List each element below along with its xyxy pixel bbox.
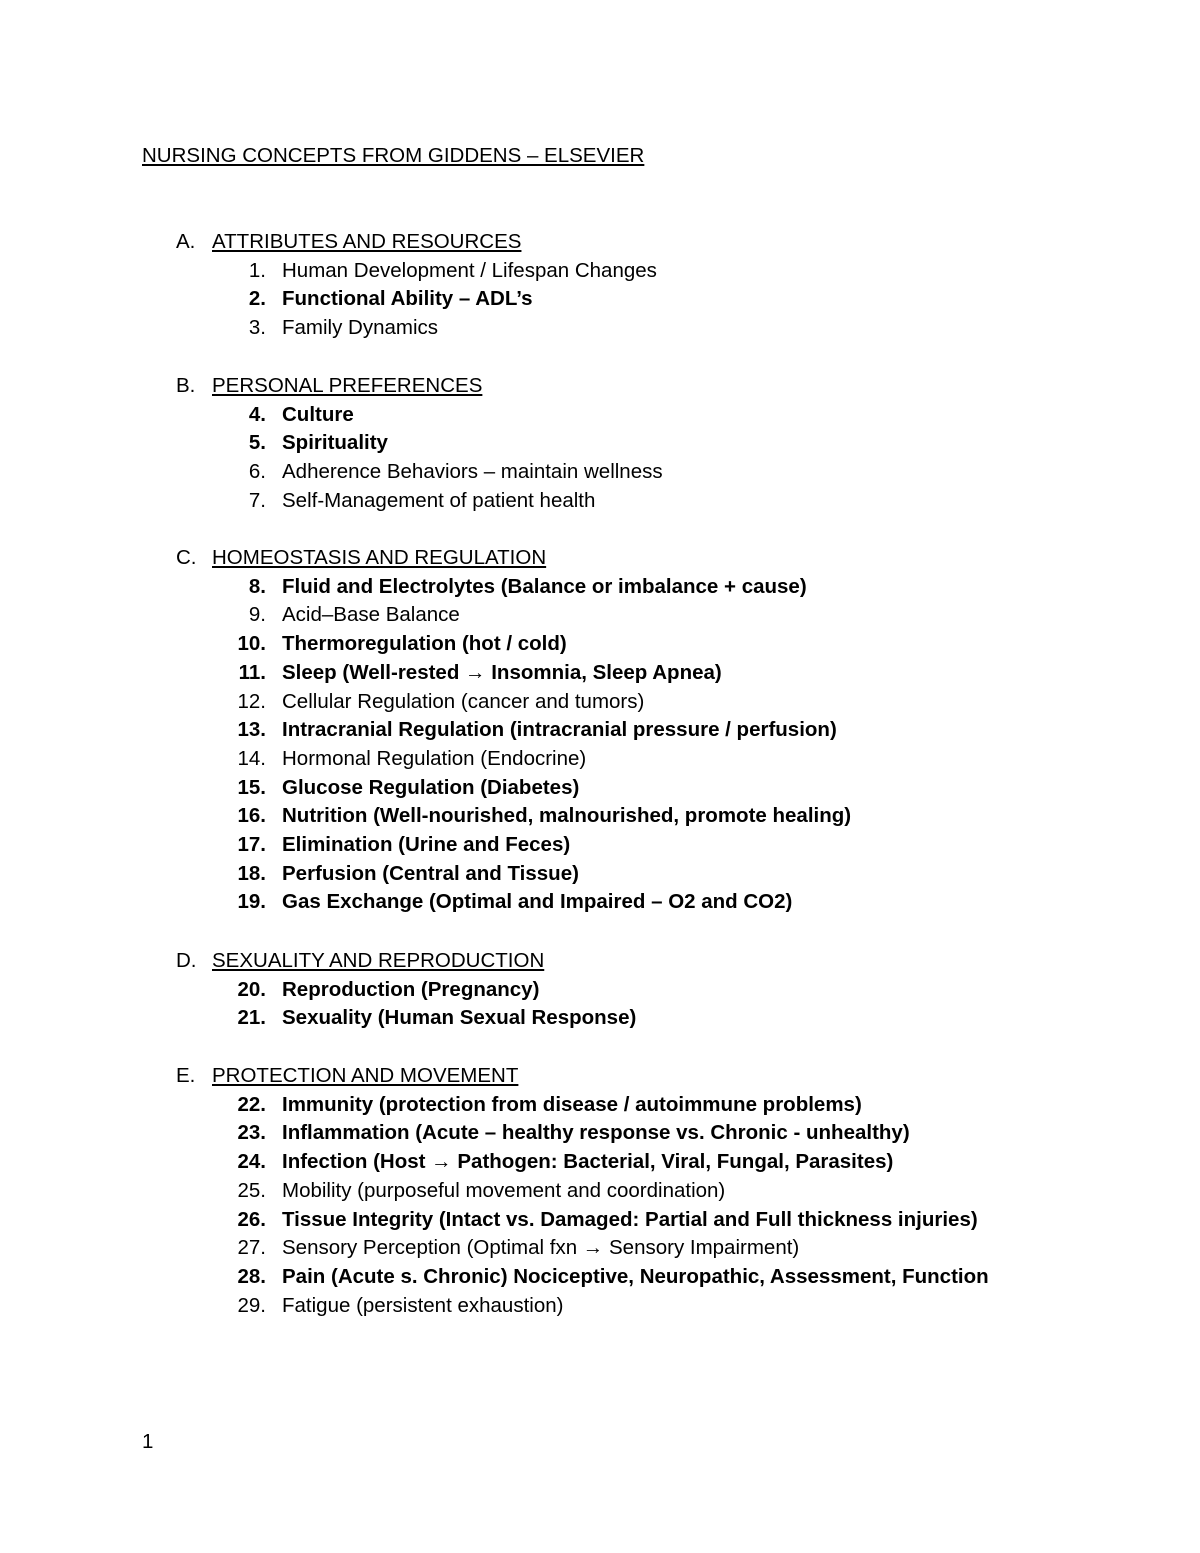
list-item-text: Sexuality (Human Sexual Response)	[282, 1006, 637, 1030]
list-item-number: 2.	[248, 287, 266, 311]
list-item-text: Tissue Integrity (Intact vs. Damaged: Partial and Full thickness injuries)	[282, 1207, 978, 1231]
list-item-number: 5.	[248, 431, 266, 455]
list-item-text: Pain (Acute s. Chronic) Nociceptive, Neuropathic, Assessment, Function	[282, 1264, 989, 1288]
list-item-text: Thermoregulation (hot / cold)	[282, 632, 567, 656]
list-item-number: 10.	[237, 632, 266, 656]
list-item-number: 20.	[237, 977, 266, 1001]
list-item-number: 18.	[237, 861, 266, 885]
list-item-text: Acid–Base Balance	[282, 603, 460, 627]
section-heading: PROTECTION AND MOVEMENT	[212, 1064, 519, 1087]
list-item-number: 13.	[237, 718, 266, 742]
list-item-text: Family Dynamics	[282, 316, 439, 340]
list-item-text: Immunity (protection from disease / autoimmune problems)	[282, 1092, 862, 1116]
list-item-text: Spirituality	[282, 431, 388, 455]
list-item-text: Culture	[282, 402, 354, 426]
list-item-number: 16.	[237, 804, 266, 828]
page-number: 1	[142, 1430, 154, 1453]
list-item-text: Cellular Regulation (cancer and tumors)	[282, 689, 645, 713]
list-item-number: 17.	[237, 833, 266, 856]
list-item-number: 9.	[248, 603, 266, 627]
list-item-number: 22.	[237, 1092, 266, 1116]
list-item-text: Fatigue (persistent exhaustion)	[282, 1293, 564, 1317]
list-item-number: 4.	[248, 402, 266, 426]
list-item-number: 7.	[248, 488, 266, 512]
list-item-number: 8.	[248, 574, 266, 598]
list-item-text: Glucose Regulation (Diabetes)	[282, 775, 580, 799]
list-item-number: 24.	[237, 1150, 266, 1174]
list-item-number: 21.	[237, 1006, 266, 1030]
list-item-text: Sleep (Well-rested → Insomnia, Sleep Apnea)	[282, 660, 722, 684]
list-item-text: Self-Management of patient health	[282, 488, 596, 512]
list-item-text: Adherence Behaviors – maintain wellness	[282, 460, 663, 484]
list-item-text: Reproduction (Pregnancy)	[282, 977, 540, 1001]
section-heading: ATTRIBUTES AND RESOURCES	[212, 230, 522, 253]
list-item-text: Elimination (Urine and Feces)	[282, 833, 571, 856]
list-item-number: 19.	[237, 890, 266, 914]
list-item-text: Infection (Host → Pathogen: Bacterial, Viral, Fungal, Parasites)	[282, 1150, 894, 1174]
list-item-number: 14.	[237, 746, 266, 770]
section-letter: D.	[176, 949, 197, 972]
list-item-number: 25.	[237, 1178, 266, 1202]
section-heading: PERSONAL PREFERENCES	[212, 374, 483, 397]
list-item-number: 3.	[248, 316, 266, 340]
list-item-text: Human Development / Lifespan Changes	[282, 258, 657, 282]
list-item-number: 11.	[238, 660, 266, 684]
list-item-text: Gas Exchange (Optimal and Impaired – O2 and CO2)	[282, 890, 793, 914]
list-item-number: 29.	[237, 1293, 266, 1317]
section-heading: SEXUALITY AND REPRODUCTION	[212, 949, 545, 972]
list-item-text: Functional Ability – ADL’s	[282, 287, 533, 311]
list-item-number: 15.	[237, 775, 266, 799]
list-item-number: 6.	[248, 460, 266, 484]
list-item-number: 23.	[237, 1121, 266, 1145]
list-item-text: Nutrition (Well-nourished, malnourished, promote healing)	[282, 804, 852, 828]
list-item-text: Perfusion (Central and Tissue)	[282, 861, 579, 885]
section-letter: C.	[176, 546, 197, 569]
section-letter: B.	[176, 374, 196, 397]
list-item-text: Hormonal Regulation (Endocrine)	[282, 746, 587, 770]
list-item-number: 12.	[237, 689, 266, 713]
list-item-text: Intracranial Regulation (intracranial pressure / perfusion)	[282, 718, 837, 742]
list-item-number: 28.	[237, 1264, 266, 1288]
list-item-text: Sensory Perception (Optimal fxn → Sensory Impairment)	[282, 1236, 800, 1260]
section-letter: A.	[176, 230, 196, 253]
list-item-number: 26.	[237, 1207, 266, 1231]
document-title: NURSING CONCEPTS FROM GIDDENS – ELSEVIER	[142, 144, 645, 167]
section-letter: E.	[176, 1064, 196, 1087]
list-item-number: 27.	[237, 1236, 266, 1260]
list-item-text: Inflammation (Acute – healthy response vs. Chronic - unhealthy)	[282, 1121, 910, 1145]
section-heading: HOMEOSTASIS AND REGULATION	[212, 546, 547, 569]
list-item-text: Mobility (purposeful movement and coordination)	[282, 1178, 726, 1202]
list-item-text: Fluid and Electrolytes (Balance or imbalance + cause)	[282, 574, 807, 598]
list-item-number: 1.	[248, 258, 266, 282]
